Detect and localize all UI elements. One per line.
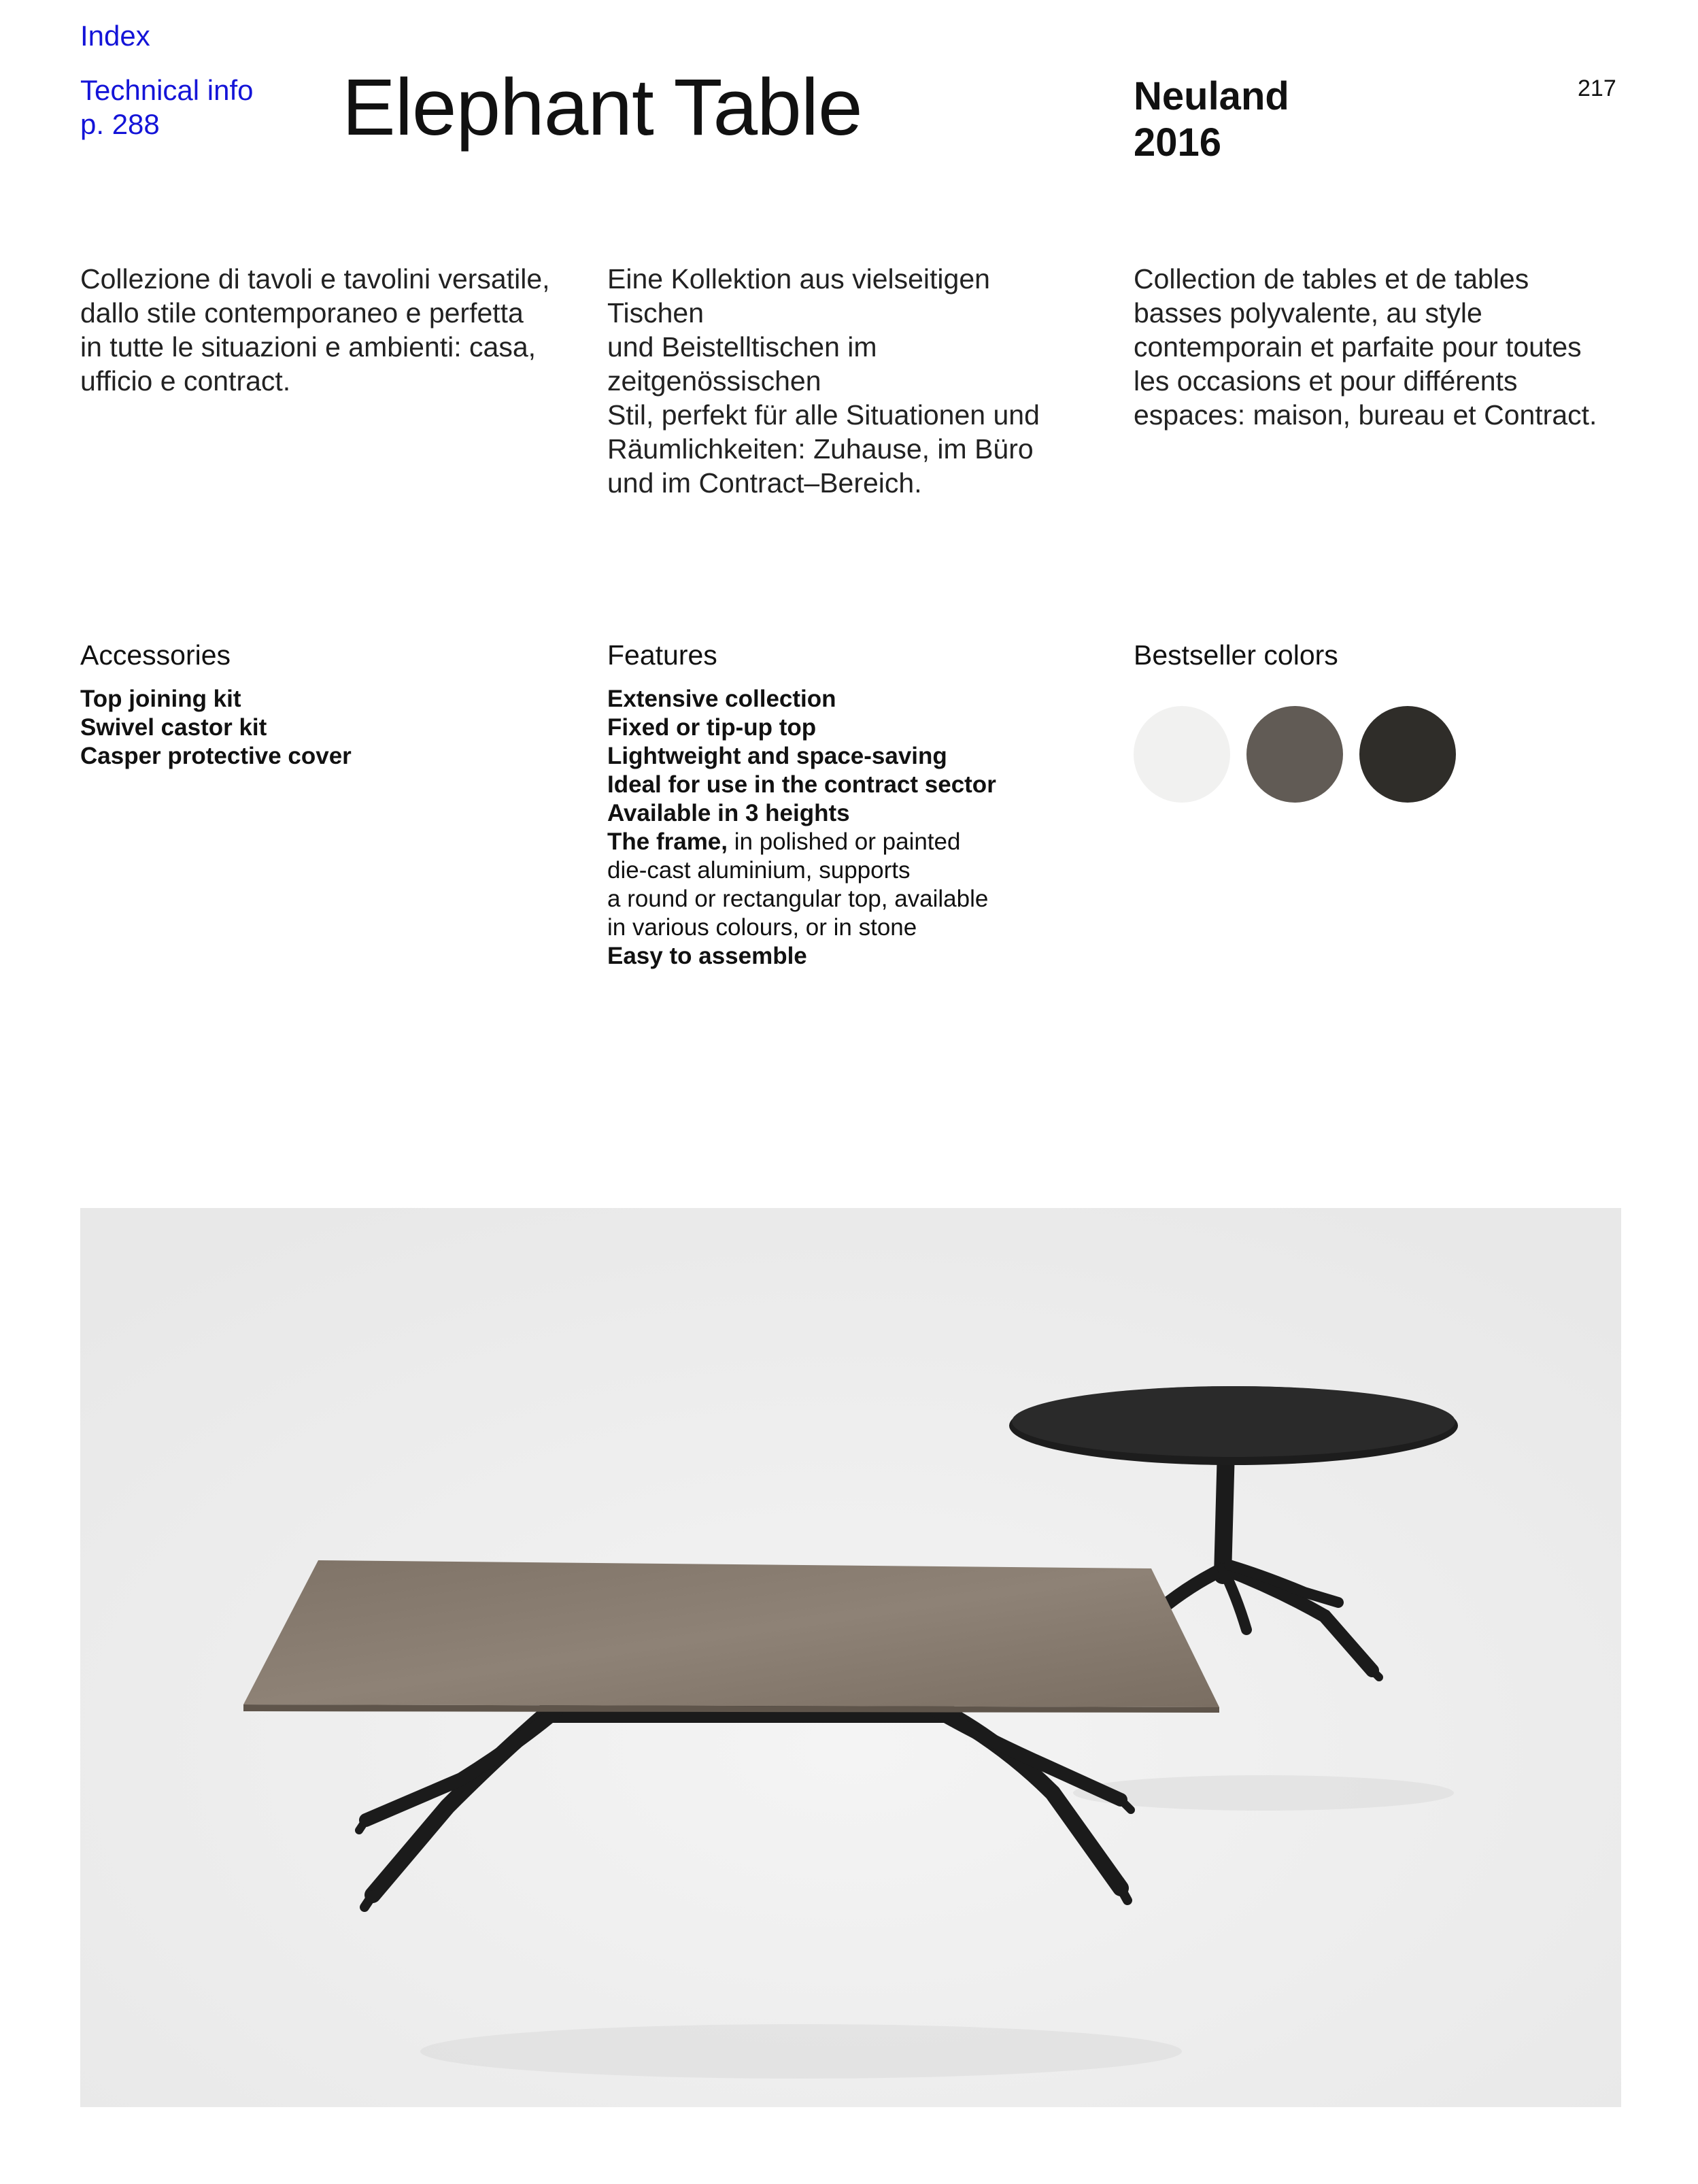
features-heading: Features [607,639,717,671]
page-title: Elephant Table [342,63,862,152]
description-line: espaces: maison, bureau et Contract. [1134,399,1597,431]
description-line: ufficio e contract. [80,365,291,397]
list-item: Available in 3 heights [607,800,850,826]
description-german [607,262,1083,500]
description-line: dallo stile contemporaneo e perfetta [80,297,524,329]
accessories-list [80,685,352,771]
design-year: 2016 [1134,120,1222,165]
list-item: Easy to assemble [607,943,807,969]
description-line: basses polyvalente, au style [1134,297,1482,329]
list-item: Extensive collection [607,686,836,712]
color-swatch-black [1359,706,1456,803]
description-line: und im Contract–Bereich. [607,467,922,499]
designer-name: Neuland [1134,74,1289,118]
description-italian [80,262,556,398]
description-line: Collezione di tavoli e tavolini versatile, [80,263,550,295]
description-line: Collection de tables et de tables [1134,263,1529,295]
designer-block [1134,73,1289,166]
list-item: The frame, in polished or painted die-cast aluminium, supports a round or rectangular top, available in various colours, or in stone [607,828,989,941]
description-line: in tutte le situazioni e ambienti: casa, [80,331,537,363]
description-line: Stil, perfekt für alle Situationen und [607,399,1040,431]
index-link[interactable]: Index [80,20,150,52]
description-line: les occasions et pour différents [1134,365,1518,397]
list-item: Swivel castor kit [80,714,267,741]
color-swatch-white [1134,706,1230,803]
list-item: Fixed or tip-up top [607,714,817,741]
list-item: Top joining kit [80,686,241,712]
page-number: 217 [1578,75,1616,101]
accessories-heading: Accessories [80,639,231,671]
description-line: contemporain et parfaite pour toutes [1134,331,1582,363]
description-line: Räumlichkeiten: Zuhause, im Büro [607,433,1034,465]
list-item: Casper protective cover [80,743,352,769]
elephant-tables-illustration [80,1208,1621,2107]
technical-info-page: p. 288 [80,108,160,140]
description-french [1134,262,1610,432]
product-photo [80,1208,1621,2107]
color-swatch-grey [1246,706,1343,803]
features-list [607,685,1083,971]
description-line: und Beistelltischen im zeitgenössischen [607,331,877,397]
rectangular-table-top [243,1560,1219,1707]
list-item: Lightweight and space-saving [607,743,947,769]
technical-info-link[interactable] [80,73,253,141]
bestseller-colors-heading: Bestseller colors [1134,639,1338,671]
list-item: Ideal for use in the contract sector [607,771,996,798]
description-line: Eine Kollektion aus vielseitigen Tischen [607,263,990,329]
technical-info-label: Technical info [80,74,254,106]
